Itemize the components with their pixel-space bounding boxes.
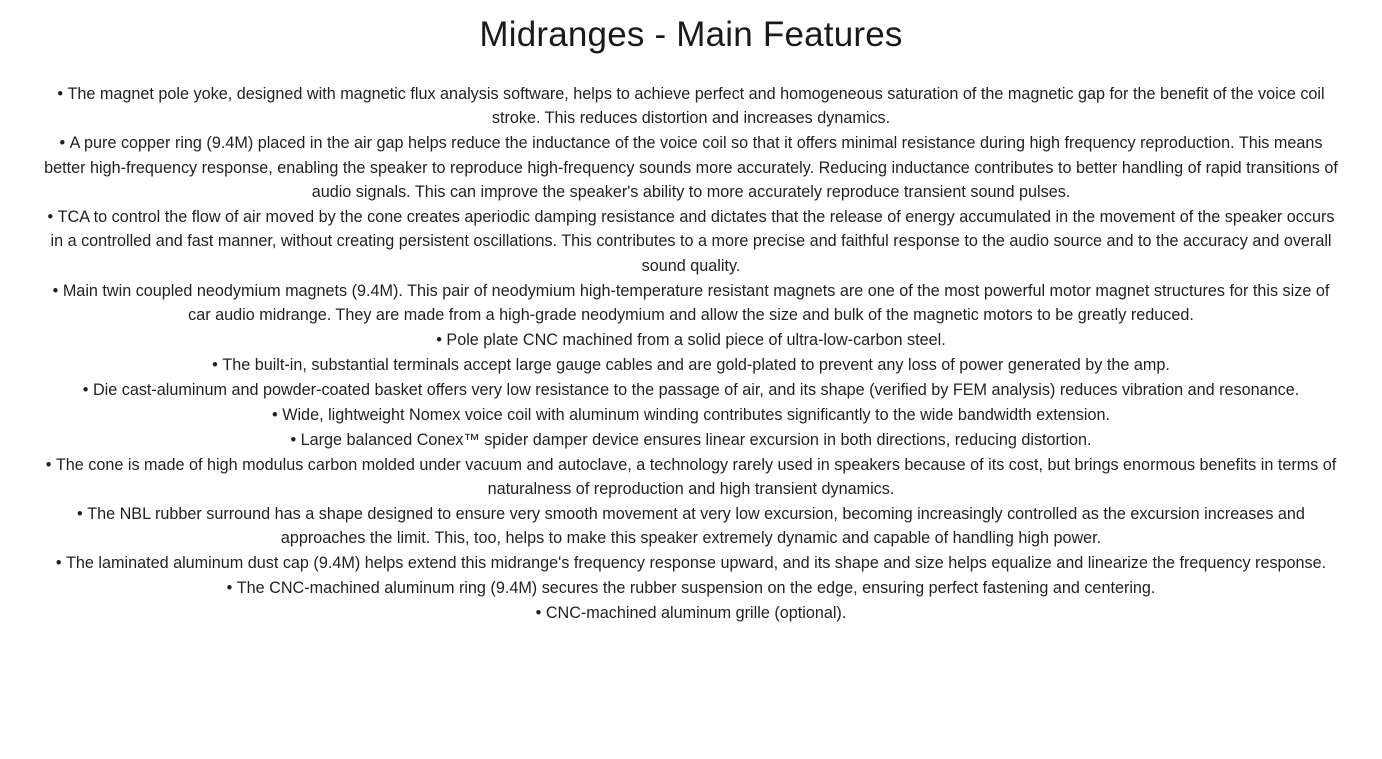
- list-item: • Main twin coupled neodymium magnets (9.4M). This pair of neodymium high-temperature resistant magnets are one of the most powerful motor magnet structures for this size of car audio midrange. They are made from a high-grade neodymium and allow the size and bulk of the magnetic motors to be greatly reduced.: [42, 279, 1340, 328]
- list-item: • The laminated aluminum dust cap (9.4M) helps extend this midrange's frequency response upward, and its shape and size helps equalize and linearize the frequency response.: [42, 551, 1340, 575]
- list-item: • Large balanced Conex™ spider damper device ensures linear excursion in both directions, reducing distortion.: [42, 428, 1340, 452]
- list-item: • CNC-machined aluminum grille (optional).: [42, 601, 1340, 625]
- page-title: Midranges - Main Features: [479, 15, 903, 54]
- list-item: • A pure copper ring (9.4M) placed in the air gap helps reduce the inductance of the voice coil so that it offers minimal resistance during high frequency reproduction. This means better high-frequency response, enabling the speaker to reproduce high-frequency sounds more accurately. Reducing inductance contributes to better handling of rapid transitions of audio signals. This can improve the speaker's ability to more accurately reproduce transient sound pulses.: [42, 131, 1340, 204]
- list-item: • Wide, lightweight Nomex voice coil with aluminum winding contributes significantly to the wide bandwidth extension.: [42, 403, 1340, 427]
- list-item: • TCA to control the flow of air moved by the cone creates aperiodic damping resistance and dictates that the release of energy accumulated in the movement of the speaker occurs in a controlled and fast manner, without creating persistent oscillations. This contributes to a more precise and faithful response to the audio source and to the accuracy and overall sound quality.: [42, 205, 1340, 278]
- document-page: [0, 14, 1382, 759]
- list-item: • The cone is made of high modulus carbon molded under vacuum and autoclave, a technology rarely used in speakers because of its cost, but brings enormous benefits in terms of naturalness of reproduction and high transient dynamics.: [42, 453, 1340, 502]
- list-item: • The built-in, substantial terminals accept large gauge cables and are gold-plated to prevent any loss of power generated by the amp.: [42, 353, 1340, 377]
- list-item: • Pole plate CNC machined from a solid piece of ultra-low-carbon steel.: [42, 328, 1340, 352]
- list-item: • The CNC-machined aluminum ring (9.4M) secures the rubber suspension on the edge, ensuring perfect fastening and centering.: [42, 576, 1340, 600]
- list-item: • The NBL rubber surround has a shape designed to ensure very smooth movement at very low excursion, becoming increasingly controlled as the excursion increases and approaches the limit. This, too, helps to make this speaker extremely dynamic and capable of handling high power.: [42, 502, 1340, 551]
- list-item: • The magnet pole yoke, designed with magnetic flux analysis software, helps to achieve perfect and homogeneous saturation of the magnetic gap for the benefit of the voice coil stroke. This reduces distortion and increases dynamics.: [42, 82, 1340, 131]
- list-item: • Die cast-aluminum and powder-coated basket offers very low resistance to the passage of air, and its shape (verified by FEM analysis) reduces vibration and resonance.: [42, 378, 1340, 402]
- features-list: [0, 82, 1382, 625]
